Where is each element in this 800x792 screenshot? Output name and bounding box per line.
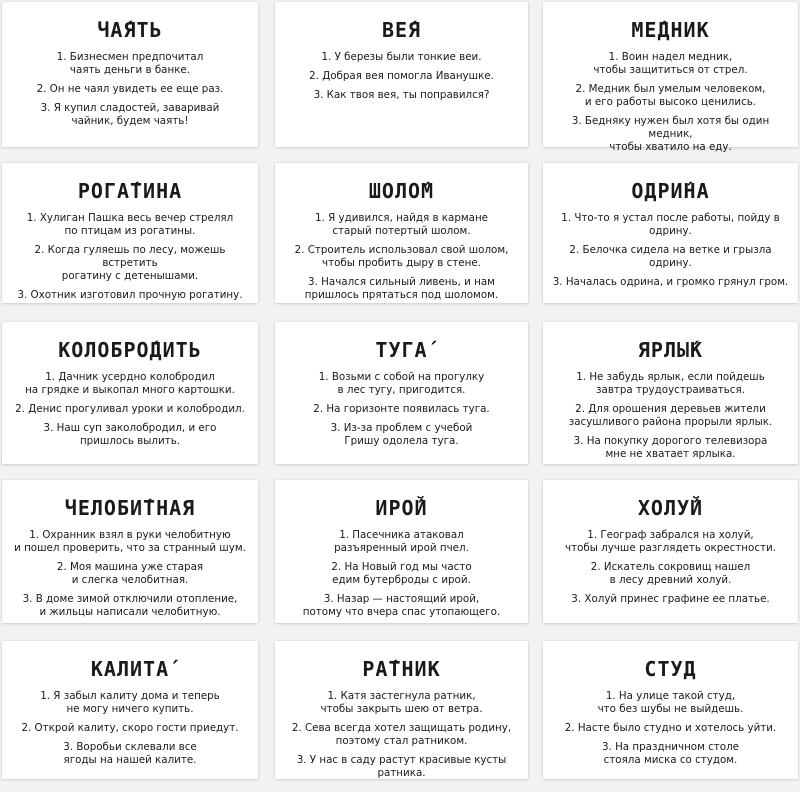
example-sentence: 1. Не забудь ярлык, если пойдешь завтра трудоустраиваться. xyxy=(576,371,765,396)
example-sentence: 2. Открой калиту, скоро гости приедут. xyxy=(21,722,239,734)
word-card xyxy=(543,641,798,779)
example-sentence: 2. Моя машина уже старая и слегка челобитная. xyxy=(56,561,204,586)
sentence-list xyxy=(563,371,778,467)
card-word: МЕ́ДНИК xyxy=(631,18,710,42)
word-card xyxy=(543,2,798,153)
sentence-list xyxy=(15,690,244,773)
card-word: ЧЕЛОБИ́ТНАЯ xyxy=(64,496,196,520)
sentence-list xyxy=(307,371,495,454)
sentence-list xyxy=(31,51,230,134)
word-card xyxy=(275,322,528,464)
example-sentence: 2. Сева всегда хотел защищать родину, поэтому стал ратником. xyxy=(291,722,512,747)
card-word: ИРО́Й xyxy=(375,496,428,520)
sentence-list xyxy=(297,529,506,625)
sentence-list xyxy=(559,690,783,773)
example-sentence: 1. Возьми с собой на прогулку в лес тугу, пригодится. xyxy=(318,371,485,396)
sentence-list xyxy=(8,529,252,625)
sentence-list xyxy=(543,51,798,160)
example-sentence: 1. На улице такой студ, что без шубы не выйдешь. xyxy=(597,690,744,715)
example-sentence: 1. Географ забрался на холуй, чтобы лучше разглядеть окрестности. xyxy=(565,529,776,554)
example-sentence: 2. На Новый год мы часто едим бутерброды с ирой. xyxy=(331,561,472,586)
sentence-list xyxy=(9,371,251,454)
example-sentence: 1. У березы были тонкие веи. xyxy=(321,51,482,63)
card-word: ЯРЛЫ́К xyxy=(637,338,704,362)
word-card xyxy=(2,480,258,623)
example-sentence: 1. Я удивился, найдя в кармане старый потертый шолом. xyxy=(314,212,489,237)
example-sentence: 1. Катя застегнула ратник, чтобы закрыть шею от ветра. xyxy=(320,690,483,715)
card-word: КАЛИТА́ xyxy=(90,657,170,681)
example-sentence: 3. Началась одрина, и громко грянул гром. xyxy=(552,276,789,288)
example-sentence: 3. Бедняку нужен был хотя бы один медник, чтобы хватило на еду. xyxy=(571,115,770,153)
example-sentence: 2. Он не чаял увидеть ее еще раз. xyxy=(36,83,224,95)
example-sentence: 3. Начался сильный ливень, и нам пришлось прятаться под шоломом. xyxy=(304,276,499,301)
example-sentence: 3. На покупку дорогого телевизора мне не хватает ярлыка. xyxy=(573,435,768,460)
card-word: ТУГА́ xyxy=(375,338,428,362)
example-sentence: 2. Денис прогуливал уроки и колобродил. xyxy=(15,403,245,415)
card-word: ЧА́ЯТЬ xyxy=(97,18,163,42)
word-card xyxy=(2,641,258,779)
example-sentence: 1. Дачник усердно колобродил на грядке и выкопал много картошки. xyxy=(25,371,235,396)
example-sentence: 2. На горизонте появилась туга. xyxy=(313,403,490,415)
example-sentence: 1. Что-то я устал после работы, пойду в одрину. xyxy=(561,212,780,237)
example-sentence: 3. На праздничном столе стояла миска со студом. xyxy=(601,741,740,766)
word-card xyxy=(543,163,798,303)
word-card xyxy=(275,641,528,779)
example-sentence: 1. Я забыл калиту дома и теперь не могу ничего купить. xyxy=(40,690,220,715)
word-card xyxy=(2,2,258,147)
card-word: ХОЛУ́Й xyxy=(637,496,704,520)
example-sentence: 3. Охотник изготовил прочную рогатину. xyxy=(17,289,243,301)
example-sentence: 1. Хулиган Пашка весь вечер стрелял по птицам из рогатины. xyxy=(26,212,234,237)
example-sentence: 2. Для орошения деревьев жители засушливого района прорыли ярлык. xyxy=(568,403,773,428)
card-word: РОГА́ТИНА xyxy=(77,179,183,203)
word-card xyxy=(275,480,528,623)
card-word: КОЛОБРО́ДИТЬ xyxy=(58,338,202,362)
word-card xyxy=(275,163,528,303)
example-sentence: 1. Бизнесмен предпочитал чаять деньги в банке. xyxy=(56,51,204,76)
word-card xyxy=(543,480,798,623)
word-card xyxy=(2,322,258,464)
word-card xyxy=(275,2,528,147)
example-sentence: 2. Добрая вея помогла Иванушке. xyxy=(309,70,494,82)
word-card xyxy=(543,322,798,464)
example-sentence: 1. Пасечника атаковал разъяренный ирой пчел. xyxy=(334,529,469,554)
example-sentence: 2. Белочка сидела на ветке и грызла одрину. xyxy=(569,244,772,269)
card-word: СТУД xyxy=(644,657,697,681)
example-sentence: 3. Я купил сладостей, заваривай чайник, будем чаять! xyxy=(40,102,220,127)
example-sentence: 1. Охранник взял в руки челобитную и пошел проверить, что за странный шум. xyxy=(14,529,246,554)
example-sentence: 2. Когда гуляешь по лесу, можешь встретить рогатину с детенышами. xyxy=(34,244,226,282)
word-card xyxy=(2,163,258,303)
example-sentence: 3. Воробьи склевали все ягоды на нашей калите. xyxy=(63,741,197,766)
example-sentence: 3. Наш суп заколобродил, и его пришлось вылить. xyxy=(43,422,217,447)
sentence-list xyxy=(289,212,515,308)
sentence-list xyxy=(303,51,500,108)
sentence-list xyxy=(543,212,798,295)
example-sentence: 2. Медник был умелым человеком, и его работы высоко ценились. xyxy=(575,83,766,108)
card-word: ОДРИ́НА xyxy=(631,179,710,203)
card-word: РА́ТНИК xyxy=(362,657,441,681)
example-sentence: 3. У нас в саду растут красивые кусты ратника. xyxy=(296,754,507,779)
sentence-list xyxy=(2,212,258,308)
example-sentence: 3. Назар — настоящий ирой, потому что вчера спас утопающего. xyxy=(302,593,501,618)
sentence-list xyxy=(275,690,528,786)
example-sentence: 3. Как твоя вея, ты поправился? xyxy=(313,89,490,101)
example-sentence: 1. Воин надел медник, чтобы защититься от стрел. xyxy=(593,51,748,76)
sentence-list xyxy=(559,529,782,612)
card-word: ВЕ́Я xyxy=(381,18,422,42)
example-sentence: 3. Холуй принес графине ее платье. xyxy=(571,593,770,605)
example-sentence: 2. Насте было студно и хотелось уйти. xyxy=(564,722,777,734)
example-sentence: 2. Строитель использовал свой шолом, чтобы пробить дыру в стене. xyxy=(294,244,509,269)
example-sentence: 3. Из-за проблем с учебой Гришу одолела туга. xyxy=(330,422,473,447)
card-word: ШОЛО́М xyxy=(368,179,435,203)
example-sentence: 3. В доме зимой отключили отопление, и жильцы написали челобитную. xyxy=(22,593,238,618)
example-sentence: 2. Искатель сокровищ нашел в лесу древний холуй. xyxy=(590,561,751,586)
